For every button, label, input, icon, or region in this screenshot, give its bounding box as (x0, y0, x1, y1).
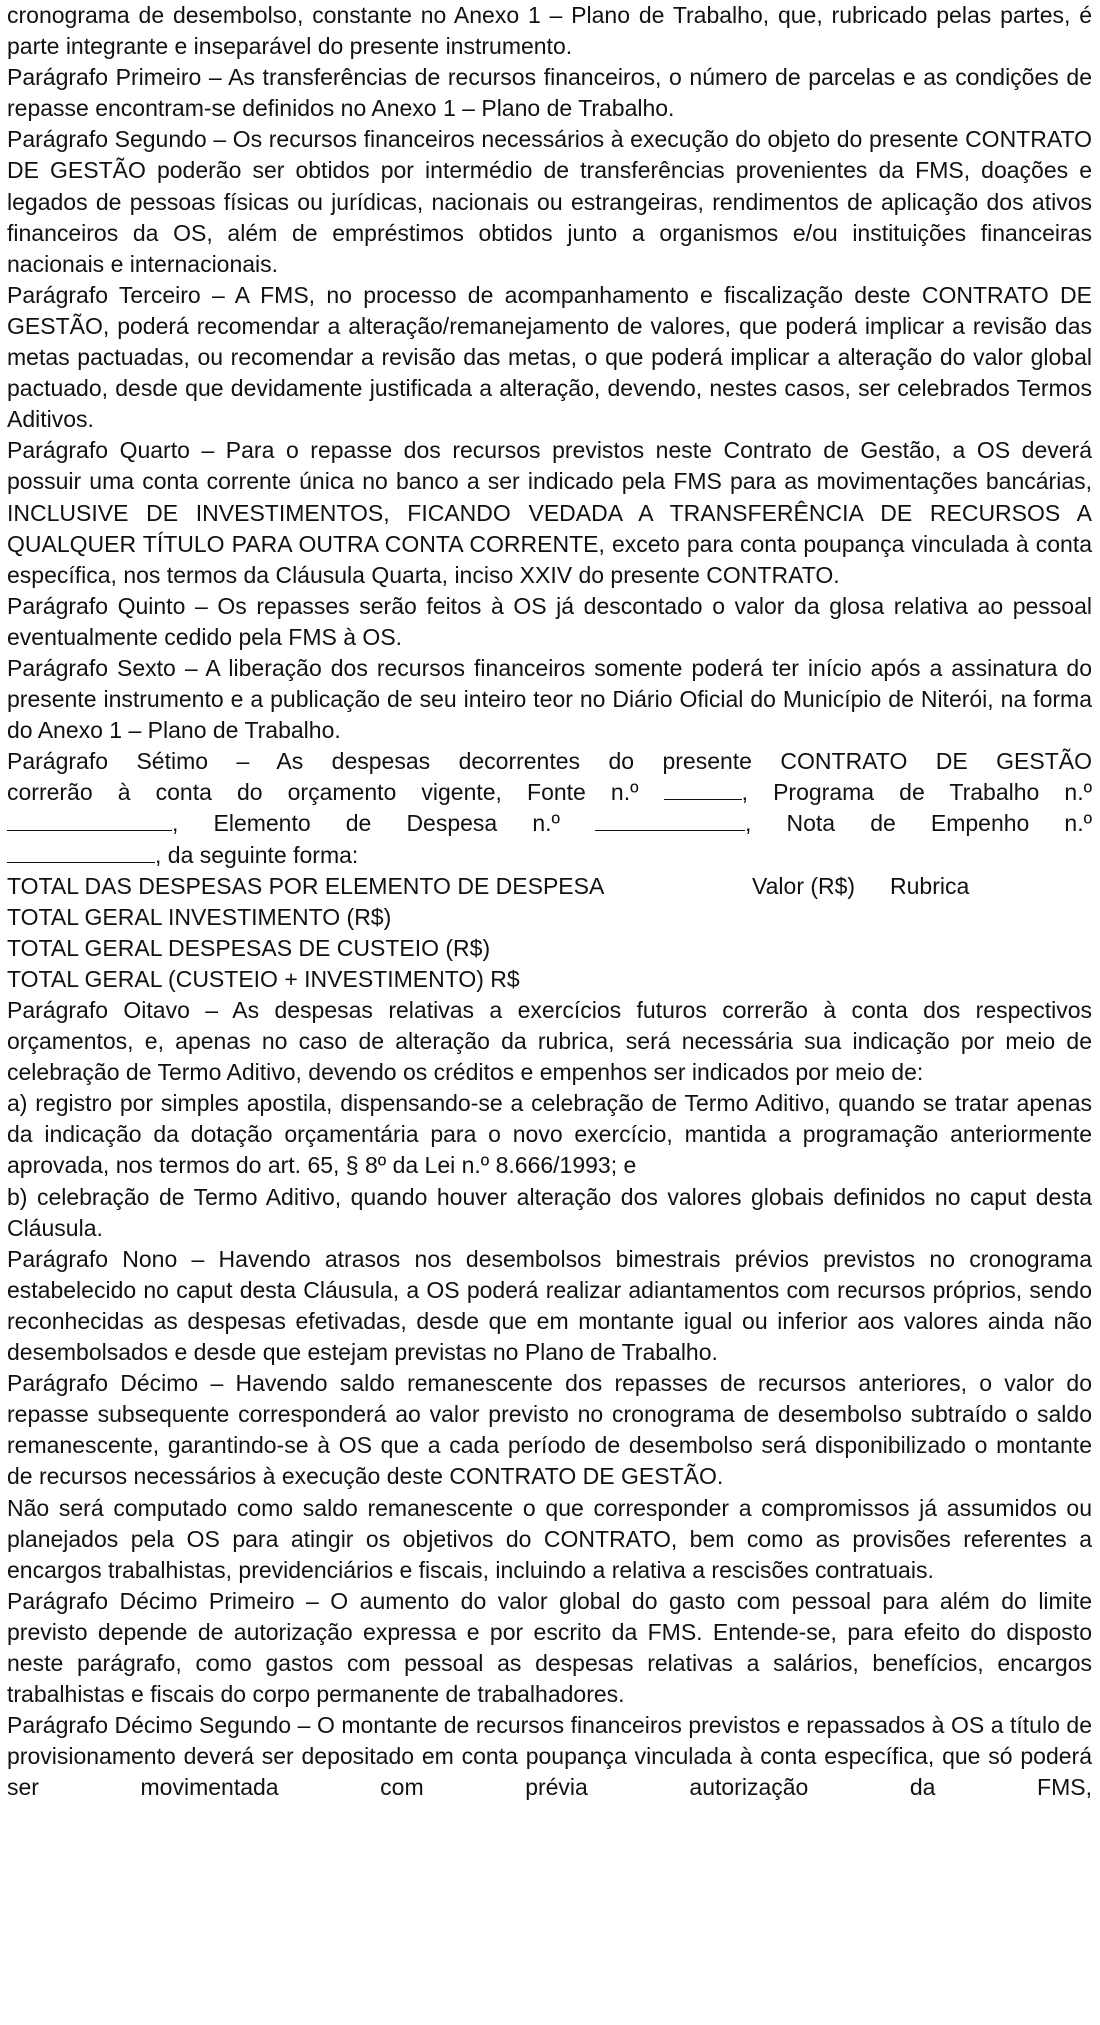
paragraph-decimo-segundo: Parágrafo Décimo Segundo – O montante de recursos financeiros previstos e repassados à OS a título de provisionamento deverá ser depositado em conta poupança vinculada à conta específica, que só poderá ser movimentada com prévia autorização da FMS, (7, 1712, 1092, 1801)
paragraph-oitavo: Parágrafo Oitavo – As despesas relativas a exercícios futuros correrão à conta dos respectivos orçamentos, e, apenas no caso de alteração da rubrica, será necessária sua indicação por meio de celebração de Termo Aditivo, devendo os créditos e empenhos ser indicados por meio de: (7, 997, 1092, 1086)
paragraph-decimo: Parágrafo Décimo – Havendo saldo remanescente dos repasses de recursos anteriores, o valor do repasse subsequente corresponderá ao valor previsto no cronograma de desembolso subtraído o saldo remanescente, garantindo-se à OS que a cada período de desembolso será disponibilizado o montante de recursos necessários à execução deste CONTRATO DE GESTÃO. (7, 1370, 1092, 1490)
expense-table-header (7, 871, 1092, 902)
text-programa: , Programa de Trabalho n.º (741, 779, 1093, 806)
paragraph-saldo-remanescente: Não será computado como saldo remanescente o que corresponder a compromissos já assumidos ou planejados pela OS para atingir os objetivos do CONTRATO, bem como as provisões referentes a encargos trabalhistas, previdenciários e fiscais, incluindo a relativa a rescisões contratuais. (7, 1494, 1092, 1583)
paragraph-sexto: Parágrafo Sexto – A liberação dos recursos financeiros somente poderá ter início após a assinatura do presente instrumento e a publicação de seu inteiro teor no Diário Oficial do Município de Niterói, na forma do Anexo 1 – Plano de Trabalho. (7, 654, 1092, 744)
item-b: b) celebração de Termo Aditivo, quando houver alteração dos valores globais definidos no caput desta Cláusula. (7, 1183, 1092, 1241)
paragraph-segundo: Parágrafo Segundo – Os recursos financeiros necessários à execução do objeto do presente CONTRATO DE GESTÃO poderão ser obtidos por intermédio de transferências provenientes da FMS, doações e legados de pessoas físicas ou jurídicas, nacionais ou estrangeiras, rendimentos de aplicação dos ativos financeiros da OS, além de empréstimos obtidos junto a organismos e/ou instituições financeiras nacionais e internacionais. (7, 126, 1092, 277)
paragraph-quinto: Parágrafo Quinto – Os repasses serão feitos à OS já descontado o valor da glosa relativa ao pessoal eventualmente cedido pela FMS à OS. (7, 592, 1092, 650)
blank-programa (7, 829, 172, 831)
paragraph-setimo-line-4 (7, 840, 1092, 871)
paragraph-setimo-line-2 (7, 777, 1092, 808)
table-row (7, 902, 1092, 933)
row-total-geral: TOTAL GERAL (CUSTEIO + INVESTIMENTO) R$ (7, 965, 520, 992)
blank-fonte (664, 798, 742, 800)
text-empenho: , Nota de Empenho n.º (745, 810, 1093, 837)
paragraph-decimo-primeiro: Parágrafo Décimo Primeiro – O aumento do valor global do gasto com pessoal para além do limite previsto depende de autorização expressa e por escrito da FMS. Entende-se, para efeito do disposto neste parágrafo, como gastos com pessoal as despesas relativas a salários, benefícios, encargos trabalhistas e fiscais do corpo permanente de trabalhadores. (7, 1587, 1092, 1708)
blank-empenho (7, 861, 155, 863)
table-row (7, 964, 1092, 995)
text-elemento: , Elemento de Despesa n.º (172, 810, 560, 837)
table-row (7, 933, 1092, 964)
blank-elemento (595, 829, 745, 831)
header-valor: Valor (R$) (752, 872, 856, 899)
header-rubrica: Rubrica (890, 872, 970, 899)
text-seguinte-forma: , da seguinte forma: (155, 841, 359, 868)
text-fonte: correrão à conta do orçamento vigente, Fonte n.º (7, 779, 639, 806)
paragraph-primeiro: Parágrafo Primeiro – As transferências de recursos financeiros, o número de parcelas e as condições de repasse encontram-se definidos no Anexo 1 – Plano de Trabalho. (7, 64, 1092, 122)
paragraph-cronograma: cronograma de desembolso, constante no Anexo 1 – Plano de Trabalho, que, rubricado pelas partes, é parte integrante e inseparável do presente instrumento. (7, 2, 1092, 60)
row-custeio: TOTAL GERAL DESPESAS DE CUSTEIO (R$) (7, 934, 491, 961)
header-elemento: TOTAL DAS DESPESAS POR ELEMENTO DE DESPESA (7, 872, 605, 899)
paragraph-setimo-line-1: Parágrafo Sétimo – As despesas decorrentes do presente CONTRATO DE GESTÃO (7, 748, 1092, 775)
paragraph-quarto: Parágrafo Quarto – Para o repasse dos recursos previstos neste Contrato de Gestão, a OS deverá possuir uma conta corrente única no banco a ser indicado pela FMS para as movimentações bancárias, INCLUSIVE DE INVESTIMENTOS, FICANDO VEDADA A TRANSFERÊNCIA DE RECURSOS A QUALQUER TÍTULO PARA OUTRA CONTA CORRENTE, exceto para conta poupança vinculada à conta específica, nos termos da Cláusula Quarta, inciso XXIV do presente CONTRATO. (7, 437, 1092, 588)
paragraph-setimo (7, 746, 1092, 870)
paragraph-setimo-line-3 (7, 808, 1092, 839)
row-investimento: TOTAL GERAL INVESTIMENTO (R$) (7, 903, 392, 930)
item-a: a) registro por simples apostila, dispensando-se a celebração de Termo Aditivo, quando se tratar apenas da indicação da dotação orçamentária para o novo exercício, mantida a programação anteriormente aprovada, nos termos do art. 65, § 8º da Lei n.º 8.666/1993; e (7, 1090, 1092, 1179)
expense-table (7, 871, 1092, 995)
paragraph-nono: Parágrafo Nono – Havendo atrasos nos desembolsos bimestrais prévios previstos no cronograma estabelecido no caput desta Cláusula, a OS poderá realizar adiantamentos com recursos próprios, sendo reconhecidas as despesas efetivadas, desde que em montante igual ou inferior aos valores ainda não desembolsados e desde que estejam previstas no Plano de Trabalho. (7, 1245, 1092, 1366)
paragraph-terceiro: Parágrafo Terceiro – A FMS, no processo de acompanhamento e fiscalização deste CONTRATO DE GESTÃO, poderá recomendar a alteração/remanejamento de valores, que poderá implicar a revisão das metas pactuadas, ou recomendar a revisão das metas, o que poderá implicar a alteração do valor global pactuado, desde que devidamente justificada a alteração, devendo, nestes casos, ser celebrados Termos Aditivos. (7, 281, 1092, 433)
